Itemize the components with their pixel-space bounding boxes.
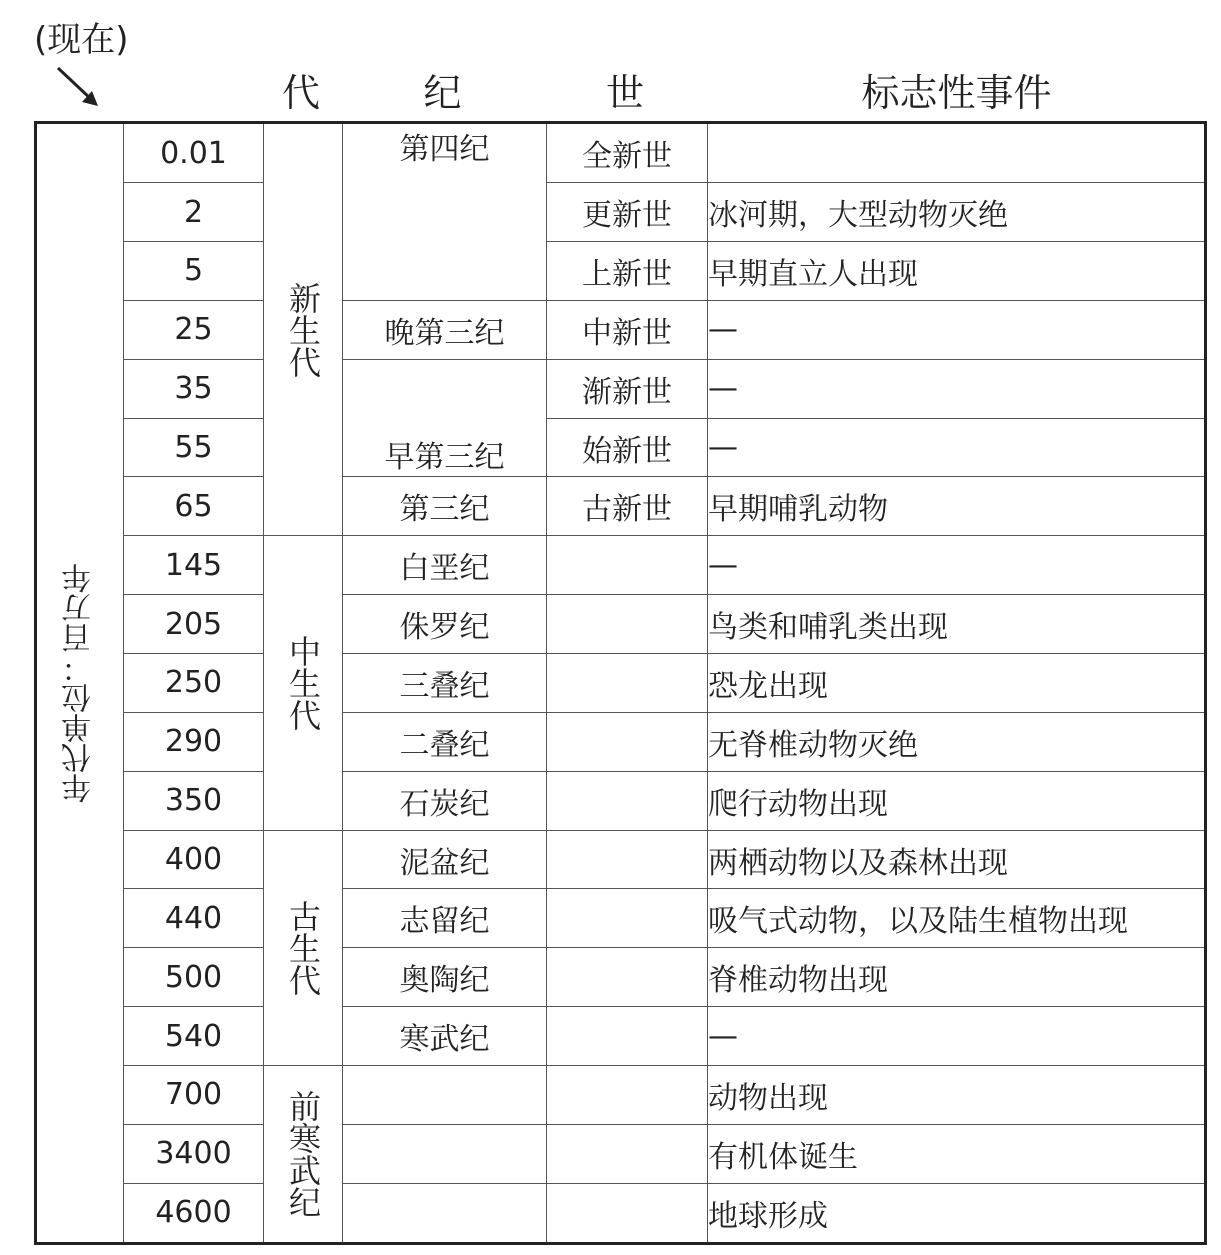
era-label: 前寒武纪 xyxy=(284,1090,322,1219)
header-era: 代 xyxy=(281,71,320,115)
table-row xyxy=(36,948,1206,1007)
era-label: 古生代 xyxy=(284,899,322,996)
age-cell: 350 xyxy=(124,771,264,830)
table-row xyxy=(36,183,1206,242)
period-cell: 白垩纪 xyxy=(343,536,547,595)
epoch-cell xyxy=(547,948,708,1007)
table-row xyxy=(36,889,1206,948)
event-cell: — xyxy=(708,1007,1206,1066)
age-cell: 700 xyxy=(124,1066,264,1125)
table-row xyxy=(36,1007,1206,1066)
epoch-cell xyxy=(547,1183,708,1243)
now-label: (现在) xyxy=(34,20,129,60)
unit-label: 年代单位：百万年 xyxy=(62,563,97,803)
event-cell: 鸟类和哺乳类出现 xyxy=(708,595,1206,654)
age-cell: 5 xyxy=(124,242,264,301)
table-row xyxy=(36,123,1206,183)
table-row xyxy=(36,595,1206,654)
period-cell xyxy=(343,1066,547,1125)
table-row xyxy=(36,536,1206,595)
epoch-cell xyxy=(547,654,708,713)
epoch-cell: 更新世 xyxy=(547,183,708,242)
table-row xyxy=(36,771,1206,830)
table-row xyxy=(36,654,1206,713)
epoch-cell xyxy=(547,595,708,654)
period-cell: 志留纪 xyxy=(343,889,547,948)
event-cell: 两栖动物以及森林出现 xyxy=(708,830,1206,889)
period-cell xyxy=(343,1124,547,1183)
table-row xyxy=(36,1124,1206,1183)
event-cell: 吸气式动物，以及陆生植物出现 xyxy=(708,889,1206,948)
age-cell: 440 xyxy=(124,889,264,948)
age-cell: 65 xyxy=(124,477,264,536)
age-cell: 250 xyxy=(124,654,264,713)
arrow-down-right-icon xyxy=(54,64,104,110)
period-cell: 石炭纪 xyxy=(343,771,547,830)
table-row xyxy=(36,359,1206,418)
age-cell: 3400 xyxy=(124,1124,264,1183)
period-cell: 晚第三纪 xyxy=(343,300,547,359)
epoch-cell: 全新世 xyxy=(547,123,708,183)
event-cell: 动物出现 xyxy=(708,1066,1206,1125)
table-row xyxy=(36,300,1206,359)
epoch-cell xyxy=(547,830,708,889)
table-row xyxy=(36,830,1206,889)
epoch-cell: 始新世 xyxy=(547,418,708,477)
table-row xyxy=(36,1183,1206,1243)
age-cell: 2 xyxy=(124,183,264,242)
era-cell-cenozoic xyxy=(264,123,343,536)
age-cell: 35 xyxy=(124,359,264,418)
period-cell: 泥盆纪 xyxy=(343,830,547,889)
event-cell: 爬行动物出现 xyxy=(708,771,1206,830)
event-cell: — xyxy=(708,536,1206,595)
event-cell: 有机体诞生 xyxy=(708,1124,1206,1183)
period-cell: 二叠纪 xyxy=(343,712,547,771)
header-period: 纪 xyxy=(423,71,462,115)
period-cell xyxy=(343,1183,547,1243)
era-cell-mesozoic xyxy=(264,536,343,830)
epoch-cell xyxy=(547,771,708,830)
epoch-cell: 上新世 xyxy=(547,242,708,301)
epoch-cell xyxy=(547,889,708,948)
table-row xyxy=(36,1066,1206,1125)
epoch-cell xyxy=(547,536,708,595)
age-cell: 500 xyxy=(124,948,264,1007)
event-cell: — xyxy=(708,300,1206,359)
table-row xyxy=(36,418,1206,477)
era-cell-precambrian xyxy=(264,1066,343,1244)
event-cell: 早期哺乳动物 xyxy=(708,477,1206,536)
epoch-cell xyxy=(547,1066,708,1125)
period-cell: 侏罗纪 xyxy=(343,595,547,654)
age-cell: 4600 xyxy=(124,1183,264,1243)
event-cell: 恐龙出现 xyxy=(708,654,1206,713)
table-row xyxy=(36,712,1206,771)
period-cell: 奥陶纪 xyxy=(343,948,547,1007)
event-cell: 脊椎动物出现 xyxy=(708,948,1206,1007)
age-cell: 55 xyxy=(124,418,264,477)
age-cell: 0.01 xyxy=(124,123,264,183)
era-label: 新生代 xyxy=(284,281,322,378)
geologic-time-table xyxy=(34,121,1207,1245)
age-cell: 205 xyxy=(124,595,264,654)
epoch-cell xyxy=(547,712,708,771)
period-cell: 寒武纪 xyxy=(343,1007,547,1066)
epoch-cell xyxy=(547,1124,708,1183)
era-cell-paleozoic xyxy=(264,830,343,1065)
era-label: 中生代 xyxy=(284,634,322,731)
age-cell: 400 xyxy=(124,830,264,889)
event-cell: 地球形成 xyxy=(708,1183,1206,1243)
unit-label-cell xyxy=(36,123,124,1244)
event-cell: 无脊椎动物灭绝 xyxy=(708,712,1206,771)
table-row xyxy=(36,242,1206,301)
event-cell: 冰河期，大型动物灭绝 xyxy=(708,183,1206,242)
header-epoch: 世 xyxy=(605,71,644,115)
age-cell: 290 xyxy=(124,712,264,771)
age-cell: 25 xyxy=(124,300,264,359)
period-cell: 第四纪 xyxy=(343,123,547,301)
epoch-cell: 中新世 xyxy=(547,300,708,359)
header-event: 标志性事件 xyxy=(861,71,1052,115)
period-cell: 第三纪 xyxy=(343,477,547,536)
period-cell: 三叠纪 xyxy=(343,654,547,713)
epoch-cell xyxy=(547,1007,708,1066)
period-cell: 早第三纪 xyxy=(343,359,547,477)
table-row xyxy=(36,477,1206,536)
epoch-cell: 渐新世 xyxy=(547,359,708,418)
event-cell: 早期直立人出现 xyxy=(708,242,1206,301)
event-cell xyxy=(708,123,1206,183)
event-cell: — xyxy=(708,359,1206,418)
age-cell: 145 xyxy=(124,536,264,595)
event-cell: — xyxy=(708,418,1206,477)
age-cell: 540 xyxy=(124,1007,264,1066)
epoch-cell: 古新世 xyxy=(547,477,708,536)
